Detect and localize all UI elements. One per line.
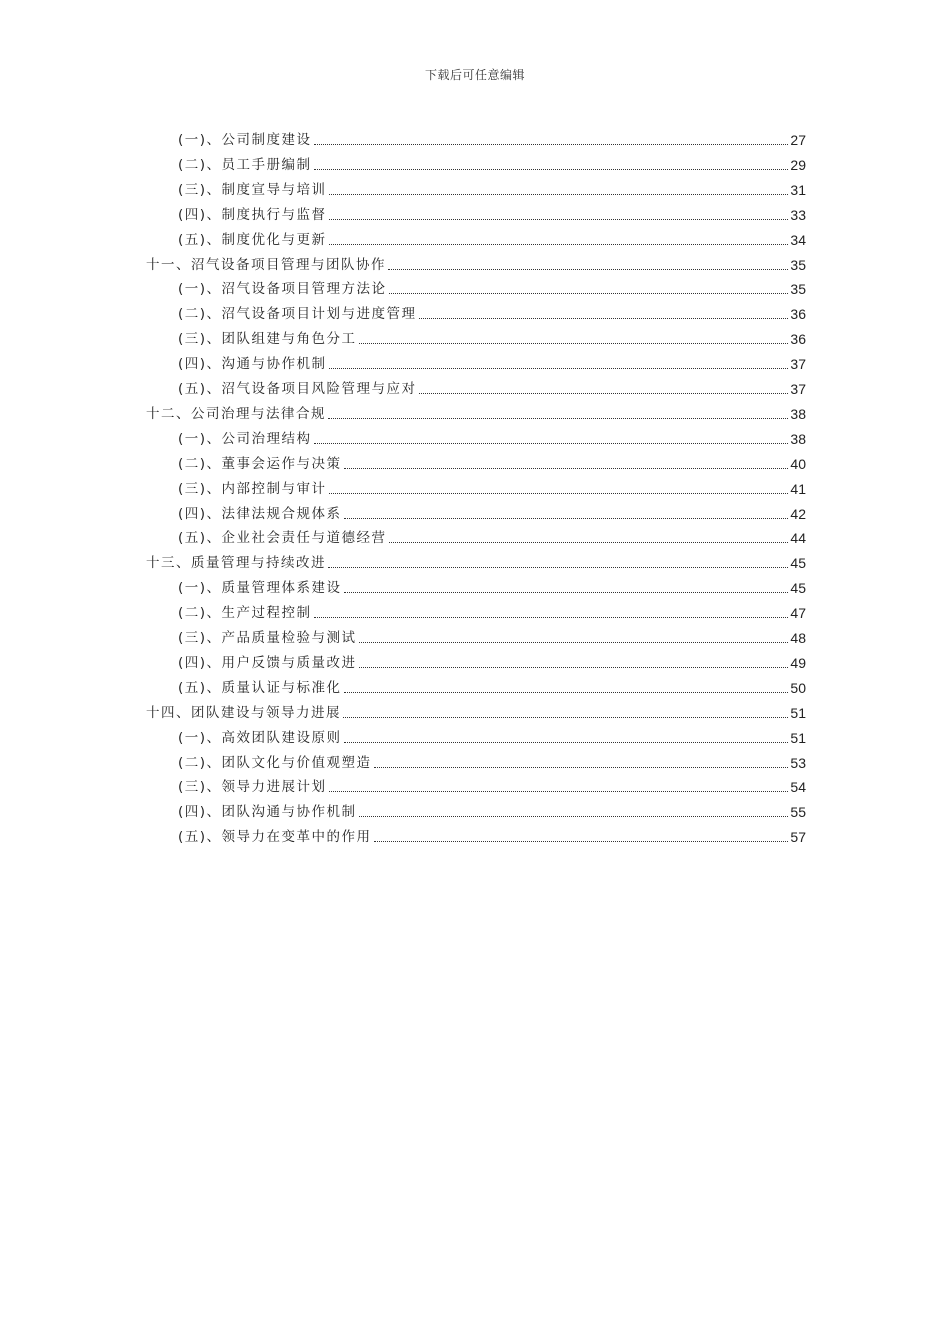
toc-dot-leader xyxy=(374,766,789,768)
toc-entry[interactable] xyxy=(178,149,806,174)
toc-entry-title: 十四、团队建设与领导力进展 xyxy=(146,704,341,721)
toc-entry[interactable] xyxy=(178,224,806,249)
toc-entry[interactable] xyxy=(178,473,806,498)
toc-entry-title: (三)、内部控制与审计 xyxy=(178,480,327,497)
toc-entry-title: (一)、沼气设备项目管理方法论 xyxy=(178,281,387,298)
toc-entry-title: (五)、制度优化与更新 xyxy=(178,231,327,248)
toc-dot-leader xyxy=(343,716,788,718)
toc-entry-page-number: 50 xyxy=(790,679,806,696)
toc-entry[interactable] xyxy=(146,398,806,423)
toc-dot-leader xyxy=(344,591,789,593)
toc-entry-page-number: 27 xyxy=(790,132,806,148)
toc-entry[interactable] xyxy=(146,249,806,274)
toc-entry[interactable] xyxy=(178,522,806,547)
toc-dot-leader xyxy=(344,741,789,743)
toc-entry-page-number: 29 xyxy=(790,156,806,173)
toc-entry[interactable] xyxy=(178,498,806,523)
toc-entry-title: (四)、团队沟通与协作机制 xyxy=(178,804,357,821)
toc-entry-page-number: 38 xyxy=(790,430,806,447)
toc-entry-title: (一)、高效团队建设原则 xyxy=(178,729,342,746)
toc-entry[interactable] xyxy=(178,647,806,672)
toc-dot-leader xyxy=(359,641,789,643)
toc-dot-leader xyxy=(359,342,789,344)
toc-dot-leader xyxy=(328,417,788,419)
toc-dot-leader xyxy=(328,566,788,568)
toc-dot-leader xyxy=(374,840,789,842)
toc-entry-title: (五)、质量认证与标准化 xyxy=(178,679,342,696)
toc-entry[interactable] xyxy=(178,622,806,647)
toc-entry-title: (五)、沼气设备项目风险管理与应对 xyxy=(178,381,417,397)
toc-entry-page-number: 36 xyxy=(790,331,806,348)
toc-entry-title: (四)、制度执行与监督 xyxy=(178,206,327,223)
toc-entry[interactable] xyxy=(178,597,806,622)
toc-entry-page-number: 37 xyxy=(790,356,806,373)
toc-entry-page-number: 33 xyxy=(790,206,806,223)
toc-entry[interactable] xyxy=(178,124,806,149)
toc-entry[interactable] xyxy=(178,722,806,747)
toc-entry-page-number: 41 xyxy=(790,480,806,497)
toc-entry[interactable] xyxy=(178,323,806,348)
toc-entry-page-number: 37 xyxy=(790,381,806,397)
toc-dot-leader xyxy=(329,193,789,195)
toc-entry[interactable] xyxy=(178,348,806,373)
toc-entry-title: (二)、沼气设备项目计划与进度管理 xyxy=(178,306,417,323)
toc-entry[interactable] xyxy=(178,672,806,697)
toc-entry-title: (五)、领导力在变革中的作用 xyxy=(178,829,372,846)
toc-dot-leader xyxy=(419,392,789,394)
toc-entry-title: (三)、团队组建与角色分工 xyxy=(178,331,357,348)
toc-entry[interactable] xyxy=(178,298,806,323)
toc-entry-page-number: 34 xyxy=(790,231,806,248)
toc-entry-title: (二)、员工手册编制 xyxy=(178,156,312,173)
toc-entry[interactable] xyxy=(178,747,806,772)
toc-entry-title: (四)、法律法规合规体系 xyxy=(178,505,342,522)
toc-entry-page-number: 48 xyxy=(790,630,806,646)
toc-entry-page-number: 45 xyxy=(790,555,806,572)
toc-entry-page-number: 38 xyxy=(790,405,806,422)
toc-entry-page-number: 53 xyxy=(790,754,806,771)
toc-entry-page-number: 35 xyxy=(790,256,806,273)
toc-entry-title: (一)、质量管理体系建设 xyxy=(178,580,342,597)
toc-dot-leader xyxy=(388,268,788,270)
toc-dot-leader xyxy=(329,367,789,369)
toc-entry-page-number: 45 xyxy=(790,580,806,597)
toc-entry[interactable] xyxy=(178,771,806,796)
toc-entry-title: 十一、沼气设备项目管理与团队协作 xyxy=(146,256,386,273)
toc-entry[interactable] xyxy=(178,448,806,473)
toc-dot-leader xyxy=(314,143,789,145)
toc-entry[interactable] xyxy=(178,273,806,298)
toc-entry-page-number: 40 xyxy=(790,455,806,472)
toc-entry-title: (二)、生产过程控制 xyxy=(178,605,312,622)
toc-dot-leader xyxy=(389,292,789,294)
toc-dot-leader xyxy=(359,815,789,817)
toc-dot-leader xyxy=(344,517,789,519)
toc-entry[interactable] xyxy=(178,796,806,821)
toc-entry-title: (三)、产品质量检验与测试 xyxy=(178,630,357,646)
toc-dot-leader xyxy=(389,541,789,543)
toc-dot-leader xyxy=(344,691,789,693)
toc-entry-title: (五)、企业社会责任与道德经营 xyxy=(178,530,387,547)
toc-entry[interactable] xyxy=(178,572,806,597)
toc-entry-page-number: 49 xyxy=(790,654,806,671)
toc-entry-title: (四)、沟通与协作机制 xyxy=(178,356,327,373)
toc-dot-leader xyxy=(329,218,789,220)
toc-entry[interactable] xyxy=(178,199,806,224)
toc-entry-title: (四)、用户反馈与质量改进 xyxy=(178,654,357,671)
toc-entry-title: (一)、公司制度建设 xyxy=(178,132,312,148)
toc-dot-leader xyxy=(329,790,789,792)
toc-entry[interactable] xyxy=(146,547,806,572)
toc-entry-page-number: 44 xyxy=(790,530,806,547)
toc-dot-leader xyxy=(329,243,789,245)
toc-entry-title: (二)、董事会运作与决策 xyxy=(178,455,342,472)
toc-entry-title: (三)、领导力进展计划 xyxy=(178,779,327,796)
toc-entry-page-number: 51 xyxy=(790,729,806,746)
toc-dot-leader xyxy=(314,616,789,618)
toc-entry-page-number: 36 xyxy=(790,306,806,323)
page-header: 下载后可任意编辑 xyxy=(424,68,525,82)
toc-entry[interactable] xyxy=(178,174,806,199)
toc-entry-title: (一)、公司治理结构 xyxy=(178,430,312,447)
toc-dot-leader xyxy=(344,467,789,469)
toc-entry-page-number: 51 xyxy=(790,704,806,721)
toc-entry-title: 十二、公司治理与法律合规 xyxy=(146,405,326,422)
toc-entry-page-number: 42 xyxy=(790,505,806,522)
toc-dot-leader xyxy=(314,442,789,444)
toc-entry[interactable] xyxy=(178,821,806,846)
toc-dot-leader xyxy=(359,666,789,668)
toc-dot-leader xyxy=(329,492,789,494)
toc-entry-page-number: 35 xyxy=(790,281,806,298)
toc-dot-leader xyxy=(314,168,789,170)
toc-entry-title: (二)、团队文化与价值观塑造 xyxy=(178,754,372,771)
toc-entry-page-number: 31 xyxy=(790,181,806,198)
toc-entry-title: 十三、质量管理与持续改进 xyxy=(146,555,326,572)
toc-entry[interactable] xyxy=(178,373,806,398)
toc-entry-page-number: 47 xyxy=(790,605,806,622)
toc-entry-title: (三)、制度宣导与培训 xyxy=(178,181,327,198)
toc-entry[interactable] xyxy=(146,697,806,722)
toc-entry[interactable] xyxy=(178,423,806,448)
toc-dot-leader xyxy=(419,317,789,319)
toc-entry-page-number: 54 xyxy=(790,779,806,796)
toc-entry-page-number: 55 xyxy=(790,804,806,821)
toc-entry-page-number: 57 xyxy=(790,829,806,846)
